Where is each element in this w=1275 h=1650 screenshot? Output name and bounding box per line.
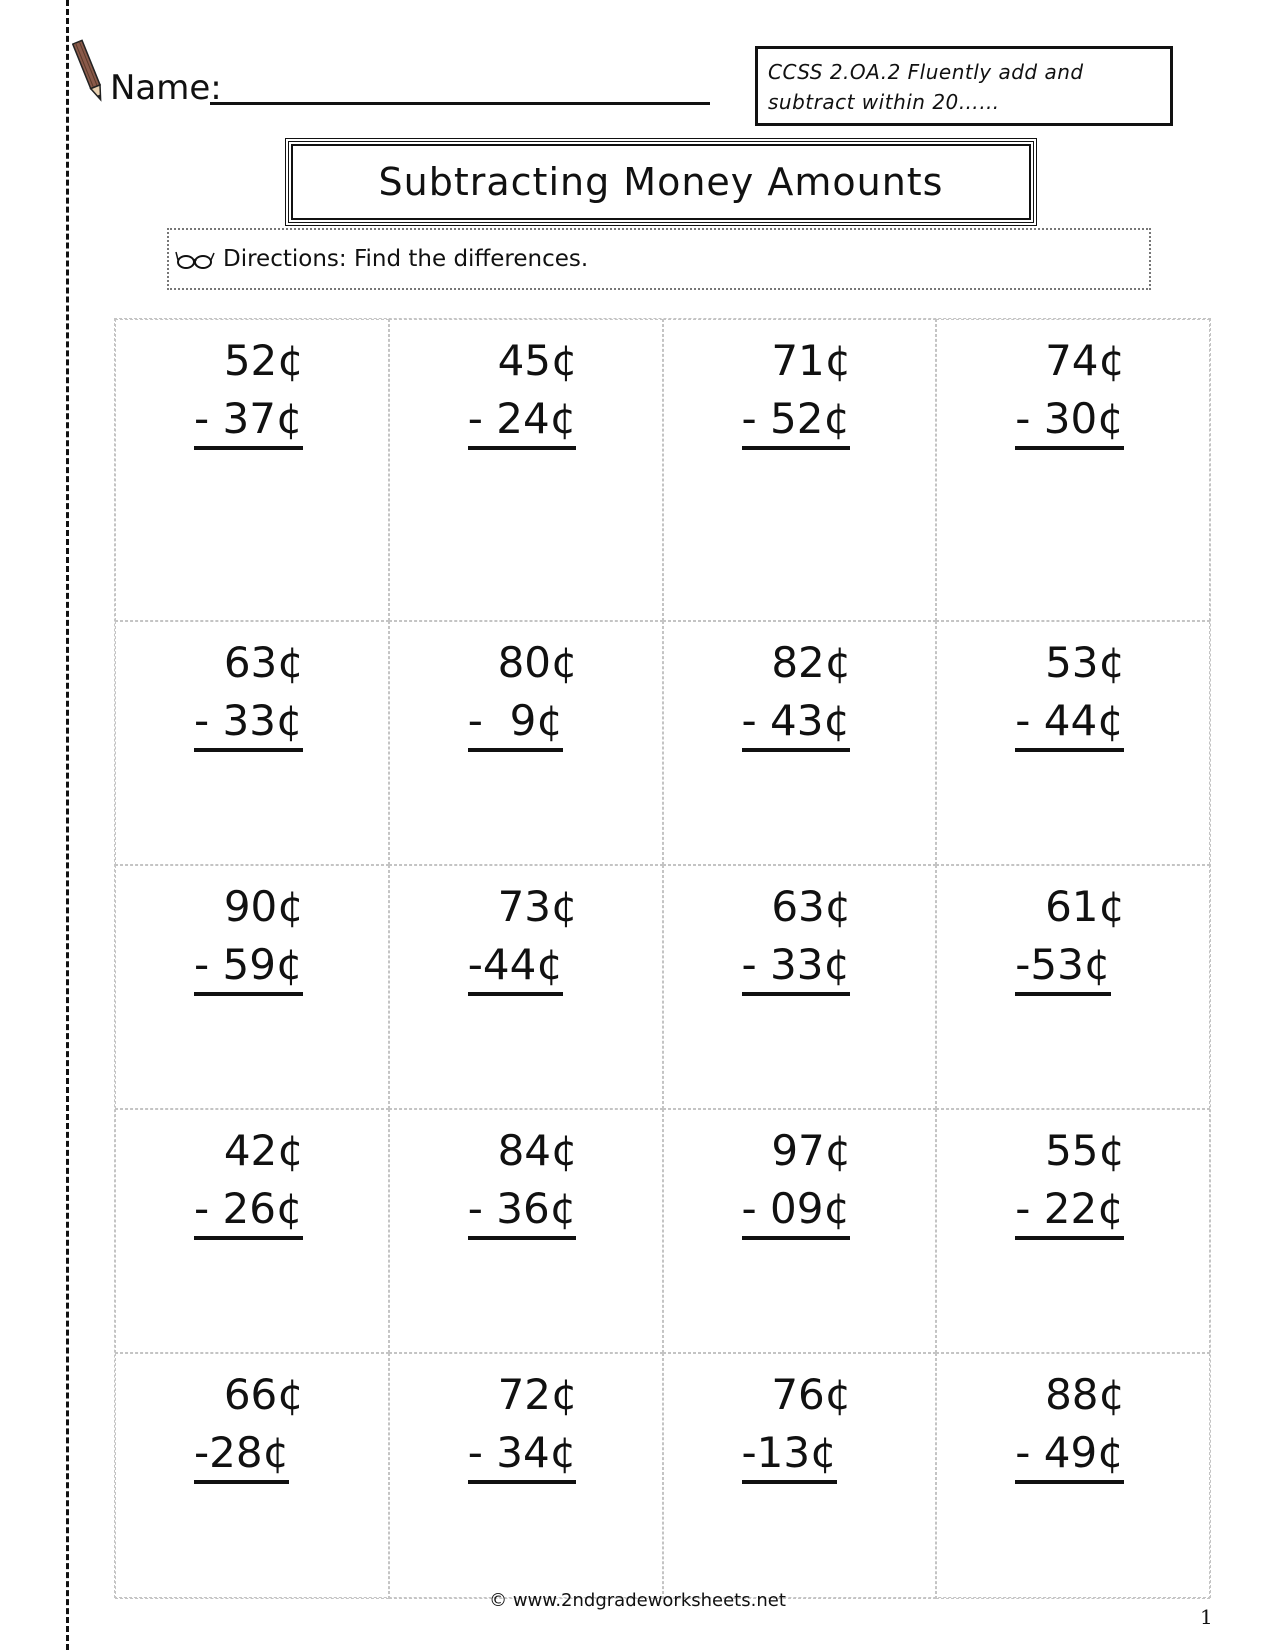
problem-cell bbox=[663, 621, 937, 865]
subtrahend: - 59¢ bbox=[194, 940, 303, 996]
directions-text: Directions: Find the differences. bbox=[223, 246, 589, 272]
minuend: 71¢ bbox=[771, 336, 852, 385]
problem-cell bbox=[936, 1353, 1210, 1599]
minuend: 90¢ bbox=[223, 882, 304, 931]
glasses-icon bbox=[175, 247, 215, 271]
subtrahend: - 24¢ bbox=[468, 394, 577, 450]
subtrahend: - 30¢ bbox=[1015, 394, 1124, 450]
name-input-line[interactable] bbox=[210, 102, 710, 105]
subtrahend: - 22¢ bbox=[1015, 1184, 1124, 1240]
minuend: 80¢ bbox=[497, 638, 578, 687]
subtrahend: - 43¢ bbox=[742, 696, 851, 752]
minuend: 76¢ bbox=[771, 1370, 852, 1419]
problem-cell bbox=[115, 1109, 389, 1353]
problem-cell bbox=[936, 621, 1210, 865]
subtrahend: - 09¢ bbox=[742, 1184, 851, 1240]
name-label: Name: bbox=[110, 68, 222, 108]
subtrahend: - 49¢ bbox=[1015, 1428, 1124, 1484]
problem-cell bbox=[389, 865, 663, 1109]
problem-cell bbox=[389, 621, 663, 865]
subtrahend: - 33¢ bbox=[742, 940, 851, 996]
minuend: 84¢ bbox=[497, 1126, 578, 1175]
minuend: 72¢ bbox=[497, 1370, 578, 1419]
subtrahend: -28¢ bbox=[194, 1428, 289, 1484]
problem-cell bbox=[115, 1353, 389, 1599]
problem-cell bbox=[389, 1353, 663, 1599]
problem-cell bbox=[115, 621, 389, 865]
problem-cell bbox=[936, 1109, 1210, 1353]
problem-cell bbox=[663, 1353, 937, 1599]
page-number: 1 bbox=[1200, 1605, 1213, 1629]
minuend: 61¢ bbox=[1045, 882, 1126, 931]
subtrahend: - 26¢ bbox=[194, 1184, 303, 1240]
minuend: 63¢ bbox=[223, 638, 304, 687]
minuend: 42¢ bbox=[223, 1126, 304, 1175]
pencil-icon bbox=[72, 36, 106, 106]
problem-cell bbox=[936, 865, 1210, 1109]
copyright-footer: © www.2ndgradeworksheets.net bbox=[489, 1590, 786, 1611]
minuend: 88¢ bbox=[1045, 1370, 1126, 1419]
subtrahend: - 34¢ bbox=[468, 1428, 577, 1484]
minuend: 52¢ bbox=[223, 336, 304, 385]
subtrahend: - 52¢ bbox=[742, 394, 851, 450]
standard-box: CCSS 2.OA.2 Fluently add and subtract within 20…… bbox=[755, 46, 1173, 126]
problem-grid bbox=[114, 318, 1211, 1598]
subtrahend: - 9¢ bbox=[468, 696, 563, 752]
problem-cell bbox=[389, 1109, 663, 1353]
problem-cell bbox=[936, 319, 1210, 621]
minuend: 55¢ bbox=[1045, 1126, 1126, 1175]
subtrahend: - 33¢ bbox=[194, 696, 303, 752]
minuend: 74¢ bbox=[1045, 336, 1126, 385]
directions-box bbox=[167, 228, 1151, 290]
subtrahend: - 44¢ bbox=[1015, 696, 1124, 752]
subtrahend: -53¢ bbox=[1015, 940, 1110, 996]
minuend: 45¢ bbox=[497, 336, 578, 385]
problem-cell bbox=[663, 1109, 937, 1353]
problem-cell bbox=[389, 319, 663, 621]
minuend: 66¢ bbox=[223, 1370, 304, 1419]
page-title bbox=[285, 138, 1037, 226]
problem-cell bbox=[115, 865, 389, 1109]
subtrahend: - 36¢ bbox=[468, 1184, 577, 1240]
subtrahend: -13¢ bbox=[742, 1428, 837, 1484]
subtrahend: - 37¢ bbox=[194, 394, 303, 450]
minuend: 82¢ bbox=[771, 638, 852, 687]
problem-cell bbox=[115, 319, 389, 621]
page-title-text: Subtracting Money Amounts bbox=[378, 160, 944, 204]
margin-dashed-line bbox=[66, 0, 69, 1650]
minuend: 73¢ bbox=[497, 882, 578, 931]
subtrahend: -44¢ bbox=[468, 940, 563, 996]
minuend: 63¢ bbox=[771, 882, 852, 931]
minuend: 53¢ bbox=[1045, 638, 1126, 687]
problem-cell bbox=[663, 865, 937, 1109]
minuend: 97¢ bbox=[771, 1126, 852, 1175]
problem-cell bbox=[663, 319, 937, 621]
